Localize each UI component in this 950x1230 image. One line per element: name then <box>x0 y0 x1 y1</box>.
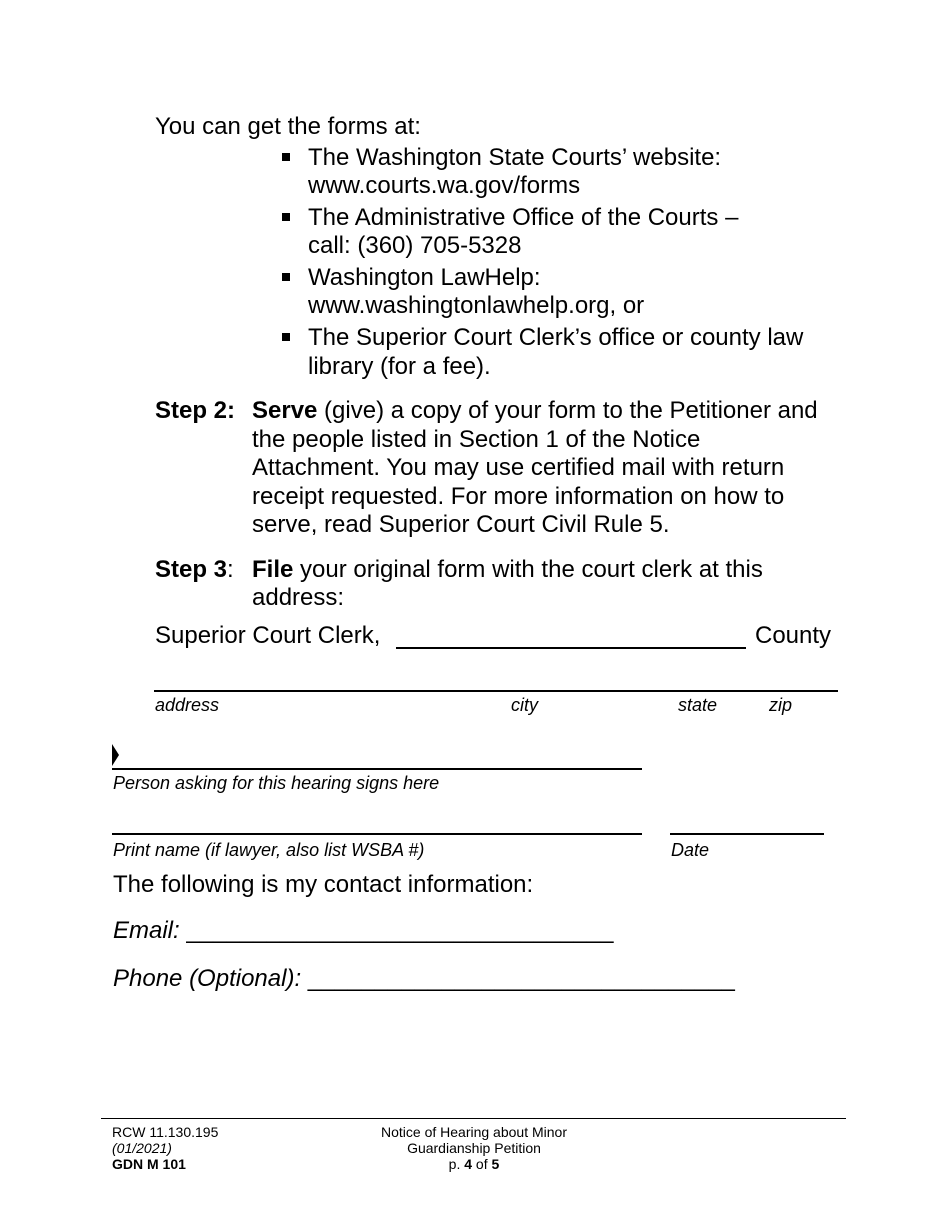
step-3-label-wrap <box>155 556 234 584</box>
step-3-verb: File <box>252 556 294 583</box>
signature-label: Person asking for this hearing signs here <box>113 773 440 793</box>
step-2-line: serve, read Superior Court Civil Rule 5. <box>252 511 670 538</box>
signature-field[interactable] <box>112 768 642 770</box>
list-item-line: The Superior Court Clerk’s office or county law <box>308 324 804 351</box>
state-label: state <box>678 695 718 715</box>
email-row <box>113 917 613 945</box>
step-3-colon: : <box>227 556 234 583</box>
email-field[interactable]: ________________________________ <box>186 917 614 944</box>
footer-page-number <box>324 1156 624 1172</box>
print-name-field[interactable] <box>112 833 642 835</box>
print-name-label: Print name (if lawyer, also list WSBA #) <box>113 840 425 860</box>
phone-label: Phone (Optional): <box>113 965 302 992</box>
square-bullet-icon <box>282 273 290 281</box>
contact-intro: The following is my contact information: <box>113 871 534 898</box>
footer-revision: (01/2021) <box>112 1140 172 1156</box>
city-label: city <box>511 695 538 715</box>
email-label: Email: <box>113 917 180 944</box>
intro-text: You can get the forms at: <box>155 113 421 140</box>
list-item-line: The Administrative Office of the Courts – <box>308 204 739 231</box>
county-field[interactable] <box>396 647 746 649</box>
sign-here-arrow-icon <box>112 744 122 766</box>
square-bullet-icon <box>282 213 290 221</box>
square-bullet-icon <box>282 333 290 341</box>
list-item-line: call: (360) 705-5328 <box>308 232 522 259</box>
list-item-line: Washington LawHelp: <box>308 264 541 291</box>
step-3-label: Step 3 <box>155 556 228 583</box>
zip-label: zip <box>769 695 793 715</box>
page-of: of <box>472 1156 492 1172</box>
step-2-line: the people listed in Section 1 of the Notice <box>252 426 701 453</box>
step-3-line <box>252 556 763 584</box>
date-field[interactable] <box>670 833 824 835</box>
list-item-line: www.courts.wa.gov/forms <box>308 172 581 199</box>
step-2-verb: Serve <box>252 397 318 424</box>
footer-left <box>112 1124 218 1172</box>
footer-divider <box>101 1118 846 1119</box>
square-bullet-icon <box>282 153 290 161</box>
clerk-suffix: County <box>755 622 832 649</box>
step-2-text: (give) a copy of your form to the Petitioner and <box>317 397 818 424</box>
list-item-line: The Washington State Courts’ website: <box>308 144 722 171</box>
list-item-line: www.washingtonlawhelp.org, or <box>308 292 645 319</box>
list-item-line: library (for a fee). <box>308 353 491 380</box>
step-2-line: Attachment. You may use certified mail with return <box>252 454 785 481</box>
step-2-line <box>252 397 818 425</box>
address-field[interactable] <box>154 690 838 692</box>
phone-row <box>113 965 735 993</box>
page-current: 4 <box>464 1156 473 1172</box>
footer-center <box>324 1124 624 1172</box>
step-3-text: your original form with the court clerk at this <box>293 556 763 583</box>
step-2-line: receipt requested. For more information on how to <box>252 483 785 510</box>
footer-title-line2: Guardianship Petition <box>407 1140 541 1156</box>
date-label: Date <box>671 840 710 860</box>
page-prefix: p. <box>448 1156 465 1172</box>
footer-rcw: RCW 11.130.195 <box>112 1124 219 1140</box>
phone-field[interactable]: ________________________________ <box>307 965 735 992</box>
address-label: address <box>155 695 220 715</box>
step-2-label: Step 2: <box>155 397 236 424</box>
footer-title-line1: Notice of Hearing about Minor <box>381 1124 567 1140</box>
step-3-line: address: <box>252 584 345 611</box>
page-total: 5 <box>491 1156 500 1172</box>
footer-form-code: GDN M 101 <box>112 1156 186 1172</box>
clerk-prefix: Superior Court Clerk, <box>155 622 381 649</box>
